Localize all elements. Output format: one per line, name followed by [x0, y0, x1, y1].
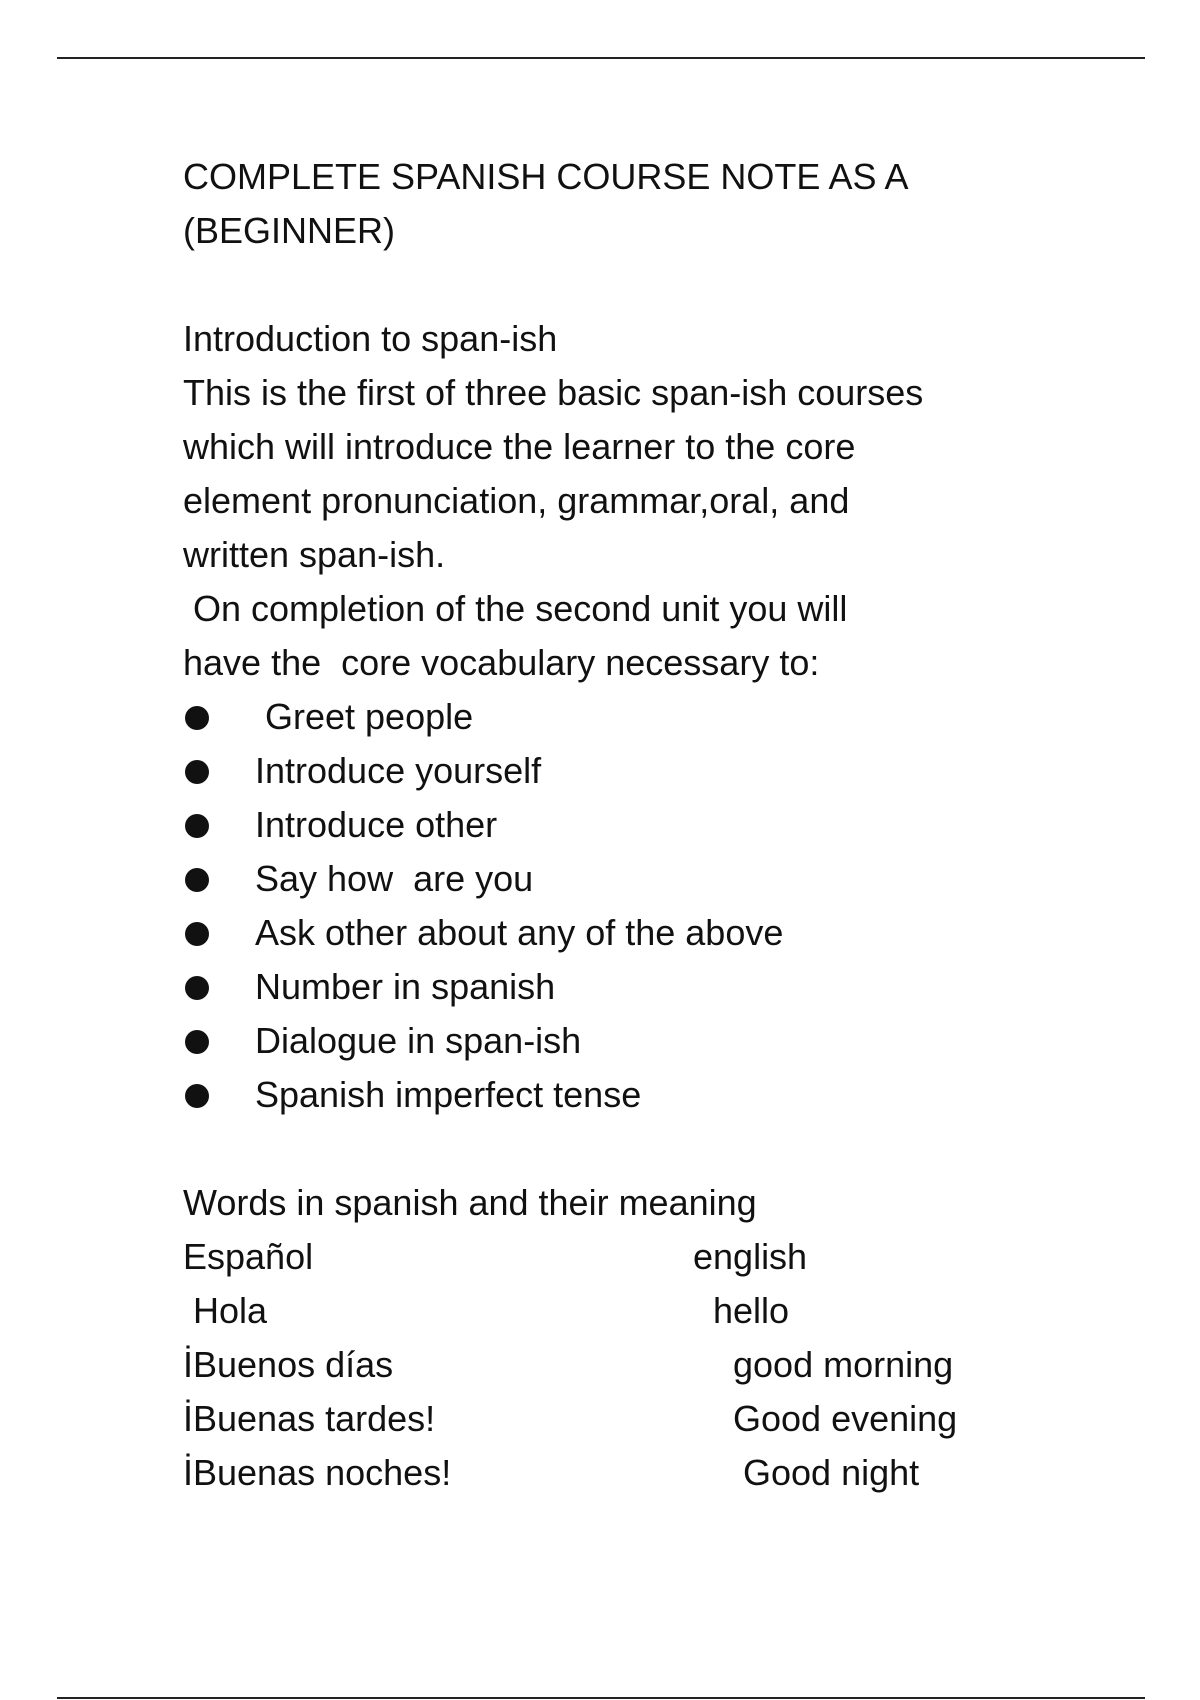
spacer — [183, 1122, 1083, 1176]
intro-paragraph-line: element pronunciation, grammar,oral, and — [183, 480, 850, 521]
bottom-divider — [57, 1697, 1145, 1699]
english-meaning: Good evening — [693, 1398, 958, 1439]
vocabulary-row — [183, 1446, 1083, 1500]
list-item-text: Introduce yourself — [255, 750, 542, 791]
bullet-icon — [185, 976, 209, 1000]
english-meaning: Good night — [693, 1452, 920, 1493]
english-meaning: hello — [693, 1290, 790, 1331]
bullet-icon — [185, 1030, 209, 1054]
list-item-text: Greet people — [255, 696, 474, 737]
list-item-text: Dialogue in span-ish — [255, 1020, 582, 1061]
intro-paragraph-line: written span-ish. — [183, 534, 446, 575]
english-meaning: good morning — [693, 1344, 954, 1385]
list-item-text: Number in spanish — [255, 966, 556, 1007]
vocabulary-row — [183, 1392, 1083, 1446]
spanish-word: İBuenos días — [183, 1344, 394, 1385]
top-divider — [57, 57, 1145, 59]
list-item-text: Introduce other — [255, 804, 498, 845]
spacer — [183, 258, 1083, 312]
list-item-text: Ask other about any of the above — [255, 912, 784, 953]
document-title-line-1: COMPLETE SPANISH COURSE NOTE AS A — [183, 156, 909, 197]
vocabulary-row — [183, 1338, 1083, 1392]
vocabulary-heading: Words in spanish and their meaning — [183, 1182, 757, 1223]
list-item — [183, 906, 1083, 960]
intro-paragraph-line: This is the first of three basic span-ish courses — [183, 372, 924, 413]
document-title-line-2: (BEGINNER) — [183, 210, 396, 251]
list-item — [183, 1068, 1083, 1122]
bullet-icon — [185, 706, 209, 730]
intro-paragraph-line: On completion of the second unit you will — [183, 588, 848, 629]
vocabulary-row — [183, 1230, 1083, 1284]
document-body — [183, 150, 1083, 1500]
list-item — [183, 798, 1083, 852]
bullet-icon — [185, 868, 209, 892]
list-item — [183, 744, 1083, 798]
spanish-word: İBuenas tardes! — [183, 1398, 436, 1439]
spanish-word: Español — [183, 1236, 314, 1277]
bullet-icon — [185, 814, 209, 838]
list-item — [183, 690, 1083, 744]
spanish-word: İBuenas noches! — [183, 1452, 452, 1493]
list-item-text: Say how are you — [255, 858, 534, 899]
list-item-text: Spanish imperfect tense — [255, 1074, 642, 1115]
intro-heading: Introduction to span-ish — [183, 318, 558, 359]
vocabulary-row — [183, 1284, 1083, 1338]
list-item — [183, 960, 1083, 1014]
intro-paragraph-line: have the core vocabulary necessary to: — [183, 642, 820, 683]
bullet-icon — [185, 1084, 209, 1108]
list-item — [183, 852, 1083, 906]
objectives-list — [183, 690, 1083, 1122]
bullet-icon — [185, 760, 209, 784]
bullet-icon — [185, 922, 209, 946]
spanish-word: Hola — [183, 1290, 268, 1331]
list-item — [183, 1014, 1083, 1068]
intro-paragraph-line: which will introduce the learner to the core — [183, 426, 856, 467]
english-meaning: english — [693, 1236, 808, 1277]
